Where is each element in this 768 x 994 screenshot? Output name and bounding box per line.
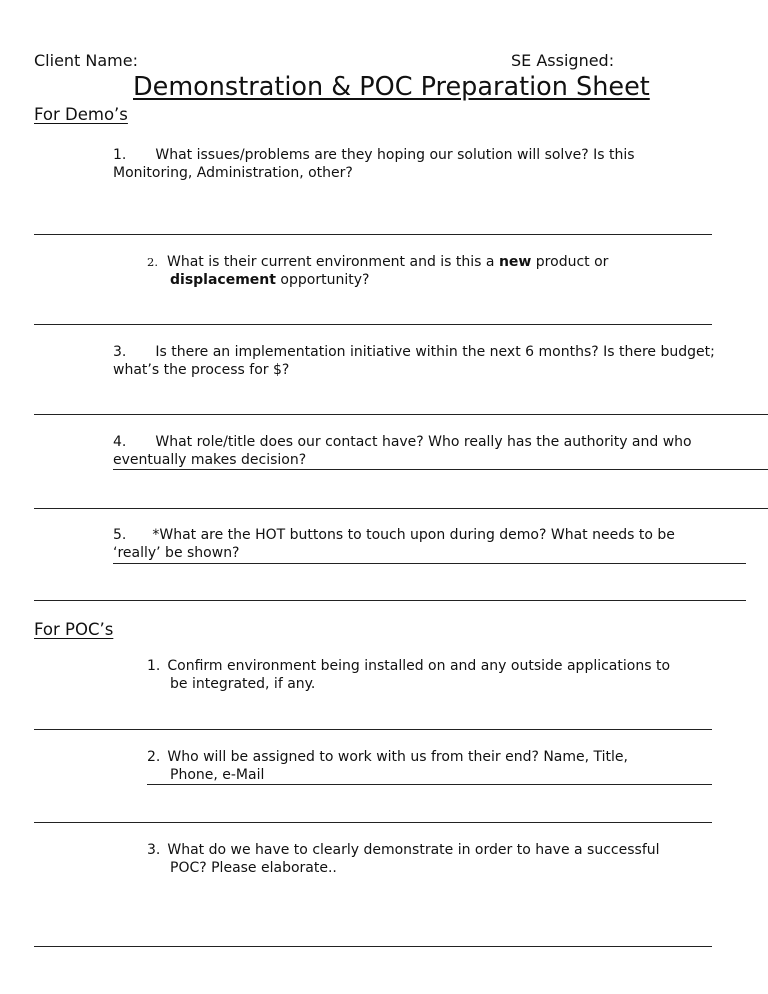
answer-line <box>147 784 712 785</box>
demo-q2-number: 2. <box>147 255 158 269</box>
demo-q2-line2: displacement opportunity? <box>170 272 370 288</box>
answer-line <box>113 563 746 564</box>
answer-line <box>34 234 712 235</box>
demo-q2-line1: 2. What is their current environment and is this a new product or <box>147 254 609 270</box>
demo-question-1 <box>113 146 635 182</box>
demo-q1-number: 1. <box>113 147 127 163</box>
demo-q1-line1: 1. What issues/problems are they hoping our solution will solve? Is this <box>113 147 635 163</box>
page-title: Demonstration & POC Preparation Sheet <box>133 72 650 102</box>
poc-q3-line1: 3. What do we have to clearly demonstrate in order to have a successful <box>147 842 660 858</box>
answer-line <box>34 946 712 947</box>
demo-q4-line2: eventually makes decision? <box>113 452 307 468</box>
poc-q2-line1: 2. Who will be assigned to work with us from their end? Name, Title, <box>147 749 628 765</box>
poc-section-heading: For POC’s <box>34 620 114 639</box>
poc-q1-number: 1. <box>147 658 161 674</box>
answer-line <box>34 822 712 823</box>
poc-q2-line2: Phone, e-Mail <box>170 767 265 783</box>
answer-line <box>34 508 768 509</box>
poc-question-2 <box>147 748 628 784</box>
client-name-label: Client Name: <box>34 51 138 70</box>
demo-q3-number: 3. <box>113 344 127 360</box>
demo-section-heading: For Demo’s <box>34 105 128 124</box>
demo-q3-line1: 3. Is there an implementation initiative within the next 6 months? Is there budget; <box>113 344 715 360</box>
demo-q5-number: 5. <box>113 527 127 543</box>
demo-q4-number: 4. <box>113 434 127 450</box>
answer-line <box>34 600 746 601</box>
answer-line <box>34 729 712 730</box>
answer-line <box>113 469 768 470</box>
demo-q1-line2: Monitoring, Administration, other? <box>113 165 353 181</box>
demo-question-3 <box>113 343 715 379</box>
poc-q2-number: 2. <box>147 749 161 765</box>
poc-q3-number: 3. <box>147 842 161 858</box>
demo-q5-line1: 5. *What are the HOT buttons to touch upon during demo? What needs to be <box>113 527 675 543</box>
demo-question-2 <box>147 253 608 289</box>
poc-q1-line2: be integrated, if any. <box>170 676 316 692</box>
answer-line <box>34 414 768 415</box>
poc-question-3 <box>147 841 660 877</box>
poc-q3-line2: POC? Please elaborate.. <box>170 860 337 876</box>
demo-question-4 <box>113 433 692 469</box>
se-assigned-label: SE Assigned: <box>511 51 615 70</box>
poc-question-1 <box>147 657 670 693</box>
demo-question-5 <box>113 526 675 562</box>
answer-line <box>34 324 712 325</box>
demo-q4-line1: 4. What role/title does our contact have? Who really has the authority and who <box>113 434 692 450</box>
demo-q3-line2: what’s the process for $? <box>113 362 290 378</box>
demo-q5-line2: ‘really’ be shown? <box>113 545 240 561</box>
poc-q1-line1: 1. Confirm environment being installed on and any outside applications to <box>147 658 671 674</box>
